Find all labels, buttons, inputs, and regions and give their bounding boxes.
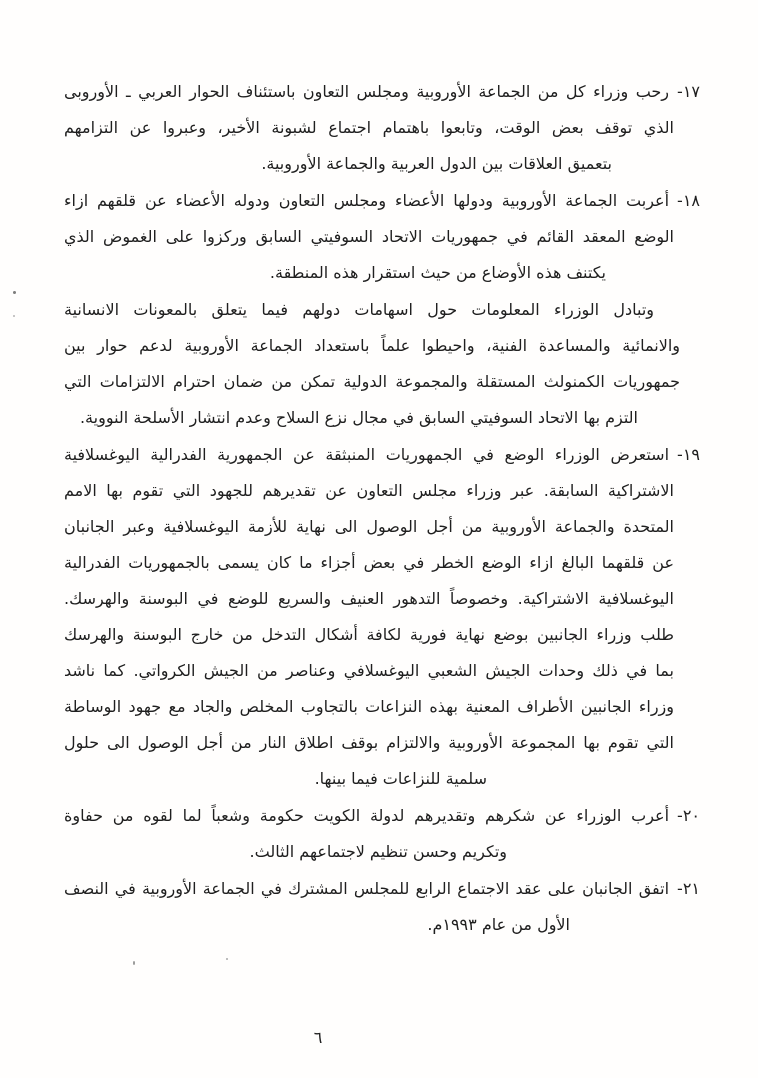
item-number: ٢١-	[677, 879, 700, 898]
item-number: ٢٠-	[677, 806, 700, 825]
text-line	[64, 74, 700, 110]
paragraph-item-20	[64, 798, 700, 870]
paragraph-item-21	[64, 871, 700, 943]
text-line: وتكريم وحسن تنظيم لاجتماعهم الثالث.	[249, 842, 507, 861]
line-text: أعربت الجماعة الأوروبية ودولها الأعضاء ومجلس التعاون ودوله الأعضاء عن قلقهم ازاء	[64, 191, 670, 210]
text-line: بما في ذلك وحدات الجيش الشعبي اليوغسلافي وعناصر من الجيش الكرواتي. كما ناشد	[64, 661, 674, 680]
scan-speck	[133, 961, 135, 965]
text-line: طلب وزراء الجانبين بوضع نهاية فورية لكافة أشكال التدخل من خارج البوسنة والهرسك	[64, 625, 674, 644]
text-line: وتبادل الوزراء المعلومات حول اسهامات دولهم فيما يتعلق بالمعونات الانسانية	[64, 300, 654, 319]
text-line: بتعميق العلاقات بين الدول العربية والجماعة الأوروبية.	[261, 154, 612, 173]
text-line: الوضع المعقد القائم في جمهوريات الاتحاد السوفيتي السابق وركزوا على الغموض الذي	[64, 227, 674, 246]
text-line: جمهوريات الكمنولث المستقلة والمجموعة الدولية تمكن من ضمان احترام الالتزامات التي	[64, 372, 680, 391]
item-number: ١٧-	[677, 82, 700, 101]
paragraph-item-19	[64, 437, 700, 797]
paragraph-item-17	[64, 74, 700, 182]
line-text: رحب وزراء كل من الجماعة الأوروبية ومجلس التعاون باستئناف الحوار العربي ـ الأوروبى	[64, 82, 670, 101]
line-text: استعرض الوزراء الوضع في الجمهوريات المنبثقة عن الجمهورية الفدرالية اليوغسلافية	[64, 445, 670, 464]
text-line: عن قلقهما البالغ ازاء الوضع الخطر في بعض أجزاء ما كان يسمى بالجمهوريات الفدرالية	[64, 553, 674, 572]
text-line: والانمائية والمساعدة الفنية، واحيطوا علماً باستعداد الجماعة الأوروبية لدعم حوار بين	[64, 336, 680, 355]
paragraph-item-18	[64, 183, 700, 291]
line-text: أعرب الوزراء عن شكرهم وتقديرهم لدولة الكويت حكومة وشعباً لما لقوه من حفاوة	[64, 806, 670, 825]
text-line	[64, 871, 700, 907]
text-line: يكتنف هذه الأوضاع من حيث استقرار هذه المنطقة.	[269, 263, 606, 282]
scan-speck	[13, 315, 15, 317]
text-line: اليوغسلافية الاشتراكية. وخصوصاً التدهور العنيف والسريع للوضع في البوسنة والهرسك.	[64, 589, 674, 608]
text-line: وزراء الجانبين الأطراف المعنية بهذه النزاعات بالتجاوب المخلص والجاد مع جهود الوساطة	[64, 697, 674, 716]
scan-speck	[226, 958, 228, 960]
text-line: التزم بها الاتحاد السوفيتي السابق في مجال نزع السلاح وعدم انتشار الأسلحة النووية.	[79, 408, 638, 427]
item-number: ١٩-	[677, 445, 700, 464]
document-body	[64, 74, 700, 944]
text-line: سلمية للنزاعات فيما بينها.	[314, 769, 487, 788]
text-line	[64, 437, 700, 473]
paragraph-continuation	[64, 292, 700, 436]
item-number: ١٨-	[677, 191, 700, 210]
text-line: الاشتراكية السابقة. عبر وزراء مجلس التعاون عن تقديرهم للجهود التي تقوم بها الامم	[64, 481, 674, 500]
scan-speck	[13, 291, 16, 294]
text-line: الذي توقف بعض الوقت، وتابعوا باهتمام اجتماع لشبونة الأخير، وعبروا عن التزامهم	[64, 118, 674, 137]
text-line: التي تقوم بها المجموعة الأوروبية والالتزام بوقف اطلاق النار من أجل الوصول الى حلول	[64, 733, 674, 752]
line-text: اتفق الجانبان على عقد الاجتماع الرابع للمجلس المشترك في الجماعة الأوروبية في النصف	[64, 879, 670, 898]
text-line	[64, 798, 700, 834]
text-line	[64, 183, 700, 219]
text-line: الأول من عام ١٩٩٣م.	[427, 915, 570, 934]
page-number: ٦	[313, 1028, 323, 1047]
text-line: المتحدة والجماعة الأوروبية من أجل الوصول الى نهاية للأزمة اليوغسلافية وعبر الجانبان	[64, 517, 674, 536]
